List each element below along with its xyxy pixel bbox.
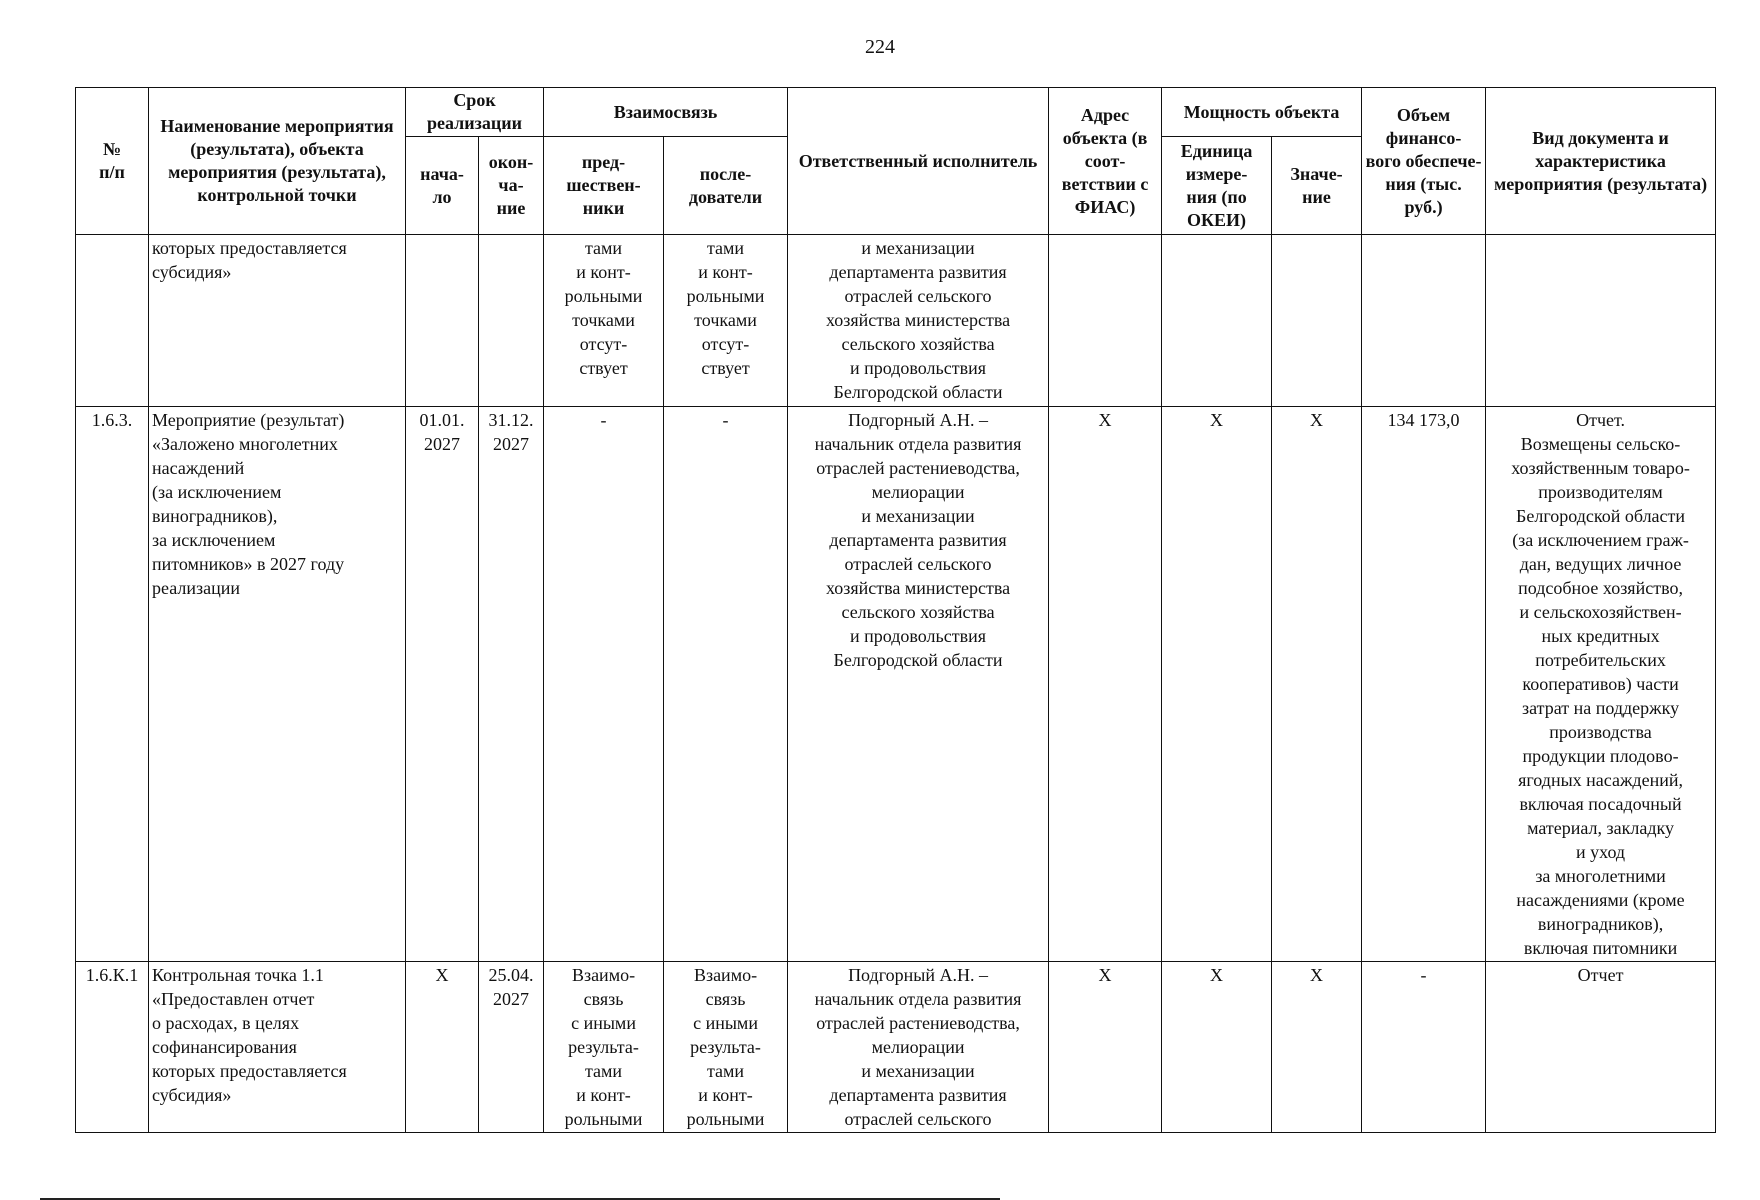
- row-end: 25.04. 2027: [479, 962, 544, 1133]
- row-start: Х: [406, 962, 479, 1133]
- row-finance: 134 173,0: [1362, 407, 1486, 962]
- row-address: Х: [1049, 407, 1162, 962]
- table-row: [76, 235, 1716, 407]
- row-value: [1272, 235, 1362, 407]
- row-unit: Х: [1162, 407, 1272, 962]
- row-responsible: Подгорный А.Н. – начальник отдела развития отраслей растениеводства, мелиорации и механизации департамента развития отраслей сельского: [788, 962, 1049, 1133]
- row-predecessors: -: [544, 407, 664, 962]
- row-num: [76, 235, 149, 407]
- header-responsible: Ответственный исполнитель: [788, 88, 1049, 235]
- header-relation: Взаимосвязь: [544, 88, 788, 137]
- row-unit: Х: [1162, 962, 1272, 1133]
- header-doc: Вид документа и характеристика мероприятия (результата): [1486, 88, 1716, 235]
- header-unit: Единица измере- ния (по ОКЕИ): [1162, 137, 1272, 235]
- header-period-start: нача- ло: [406, 137, 479, 235]
- row-address: Х: [1049, 962, 1162, 1133]
- row-finance: [1362, 235, 1486, 407]
- row-doc: [1486, 235, 1716, 407]
- row-end: [479, 235, 544, 407]
- row-doc: Отчет: [1486, 962, 1716, 1133]
- row-doc: Отчет. Возмещены сельско- хозяйственным товаро- производителям Белгородской области (за исключением граж- дан, ведущих личное подсобное хозяйство, и сельскохозяйствен- ных кредитных потребительских кооперативов) части затрат на поддержку производства продукции плодово- ягодных насаждений, включая посадочный материал, закладку и уход за многолетними насаждениями (кроме виноградников), включая питомники: [1486, 407, 1716, 962]
- row-unit: [1162, 235, 1272, 407]
- header-address: Адрес объекта (в соот- ветствии с ФИАС): [1049, 88, 1162, 235]
- row-successors: тами и конт- рольными точками отсут- ствует: [664, 235, 788, 407]
- row-num: 1.6.К.1: [76, 962, 149, 1133]
- row-name: которых предоставляется субсидия»: [149, 235, 406, 407]
- header-name: Наименование мероприятия (результата), объекта мероприятия (результата), контрольной точки: [149, 88, 406, 235]
- row-finance: -: [1362, 962, 1486, 1133]
- header-capacity: Мощность объекта: [1162, 88, 1362, 137]
- header-predecessors: пред- шествен- ники: [544, 137, 664, 235]
- header-value: Значе- ние: [1272, 137, 1362, 235]
- row-start: 01.01. 2027: [406, 407, 479, 962]
- header-period: Срок реализации: [406, 88, 544, 137]
- row-start: [406, 235, 479, 407]
- header-num: № п/п: [76, 88, 149, 235]
- row-value: Х: [1272, 407, 1362, 962]
- header-period-end: окон- ча- ние: [479, 137, 544, 235]
- row-value: Х: [1272, 962, 1362, 1133]
- header-finance: Объем финансо- вого обеспече- ния (тыс. руб.): [1362, 88, 1486, 235]
- row-end: 31.12. 2027: [479, 407, 544, 962]
- table-row: [76, 962, 1716, 1133]
- row-address: [1049, 235, 1162, 407]
- row-name: Контрольная точка 1.1 «Предоставлен отчет о расходах, в целях софинансирования которых предоставляется субсидия»: [149, 962, 406, 1133]
- row-predecessors: Взаимо- связь с иными результа- тами и конт- рольными: [544, 962, 664, 1133]
- plan-table: [75, 87, 1716, 1133]
- row-name: Мероприятие (результат) «Заложено многолетних насаждений (за исключением виноградников), за исключением питомников» в 2027 году реализации: [149, 407, 406, 962]
- header-successors: после- дователи: [664, 137, 788, 235]
- row-successors: Взаимо- связь с иными результа- тами и конт- рольными: [664, 962, 788, 1133]
- table-row: [76, 407, 1716, 962]
- page-number: 224: [865, 36, 895, 58]
- row-predecessors: тами и конт- рольными точками отсут- ствует: [544, 235, 664, 407]
- row-successors: -: [664, 407, 788, 962]
- row-num: 1.6.3.: [76, 407, 149, 962]
- row-responsible: и механизации департамента развития отраслей сельского хозяйства министерства сельского хозяйства и продовольствия Белгородской области: [788, 235, 1049, 407]
- row-responsible: Подгорный А.Н. – начальник отдела развития отраслей растениеводства, мелиорации и механизации департамента развития отраслей сельского хозяйства министерства сельского хозяйства и продовольствия Белгородской области: [788, 407, 1049, 962]
